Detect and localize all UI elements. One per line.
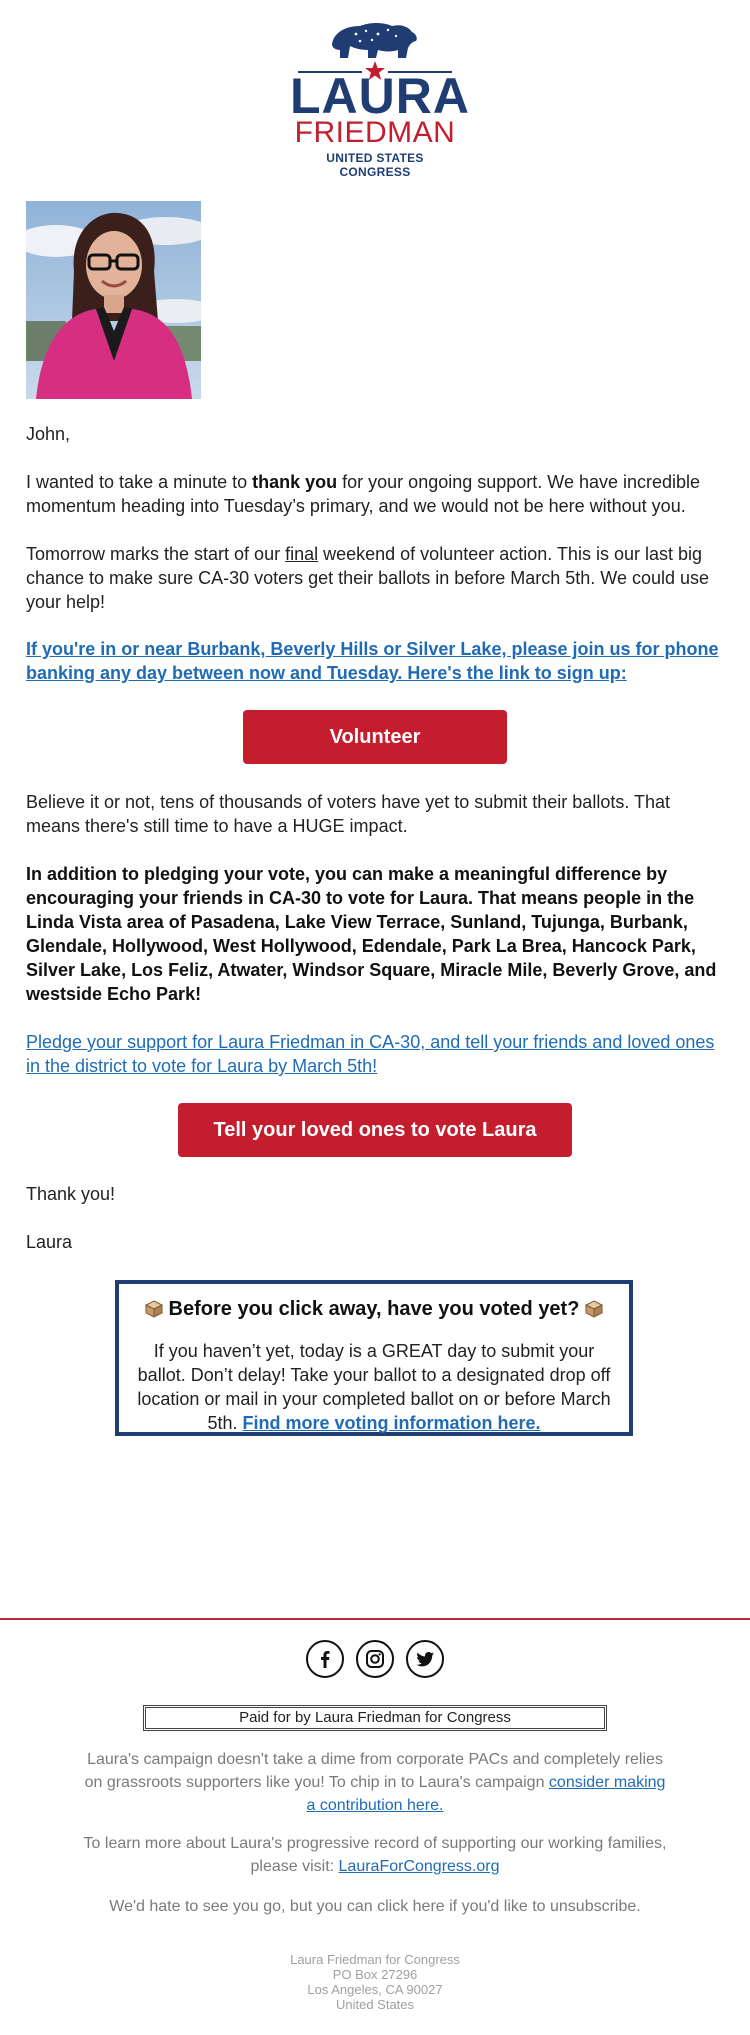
twitter-link[interactable] [406, 1640, 444, 1678]
pledge-support-link[interactable]: Pledge your support for Laura Friedman in CA-30, and tell your friends and loved ones in the district to vote for Laura by March 5th! [26, 1032, 715, 1076]
logo-last-name: FRIEDMAN [294, 116, 456, 149]
logo-first-name: LAURA [290, 68, 470, 124]
p1-text-start: I wanted to take a minute to [26, 472, 253, 492]
twitter-icon [415, 1649, 435, 1669]
voting-info-link[interactable]: Find more voting information here. [242, 1413, 541, 1433]
facebook-icon [315, 1649, 335, 1669]
voted-yet-box [115, 1280, 633, 1436]
campaign-logo [290, 14, 470, 179]
volunteer-button[interactable]: Volunteer [243, 710, 507, 764]
p2-text-start: Tomorrow marks the start of our [26, 544, 286, 564]
paragraph-voters: Believe it or not, tens of thousands of voters have yet to submit their ballots. That means there's still time to have a HUGE impact. [26, 792, 671, 836]
footer-divider [0, 1618, 750, 1620]
p1-text-end: for your ongoing support. We have incredible momentum heading into Tuesday’s primary, and we would not be here without you. [26, 472, 701, 516]
address-city: Los Angeles, CA 90027 [307, 1982, 443, 1997]
footer-pac-text [80, 1748, 670, 1817]
facebook-link[interactable] [306, 1640, 344, 1678]
closing-thanks: Thank you! [26, 1184, 116, 1204]
greeting: John, [26, 424, 71, 444]
paragraph-final-weekend [26, 542, 724, 614]
voted-yet-body [129, 1339, 619, 1435]
instagram-link[interactable] [356, 1640, 394, 1678]
volunteer-signup-link[interactable]: If you're in or near Burbank, Beverly Hills or Silver Lake, please join us for phone banking any day between now and Tuesday. Here's the link to sign up: [26, 639, 719, 683]
tell-loved-ones-button[interactable]: Tell your loved ones to vote Laura [178, 1103, 572, 1157]
address-country: United States [335, 1997, 415, 2012]
unsubscribe-link[interactable]: We'd hate to see you go, but you can click here if you'd like to unsubscribe. [109, 1898, 641, 1915]
candidate-portrait [26, 201, 201, 399]
signature: Laura [26, 1232, 73, 1252]
address-org: Laura Friedman for Congress [290, 1952, 460, 1967]
logo-subtitle: UNITED STATES CONGRESS [326, 151, 424, 179]
p1-bold-thanks: thank you [252, 472, 338, 492]
voted-yet-title [119, 1296, 629, 1322]
paragraph-thanks [26, 470, 724, 518]
instagram-icon [365, 1649, 385, 1669]
address-po-box: PO Box 27296 [332, 1967, 418, 1982]
bear-icon [326, 14, 422, 64]
paid-for-disclaimer: Paid for by Laura Friedman for Congress [143, 1705, 607, 1731]
p2-text-end: weekend of volunteer action. This is our last big chance to make sure CA-30 voters get their ballots in before March 5th. We could use your help! [26, 544, 710, 612]
footer-pac-text-body: Laura's campaign doesn't take a dime from corporate PACs and completely relies on grassroots supporters like you! To chip in to Laura's campaign [84, 1751, 663, 1791]
footer-record-text-body: To learn more about Laura's progressive record of supporting our working families, please visit: [83, 1835, 667, 1875]
contribution-link[interactable]: consider making a contribution here. [306, 1774, 666, 1814]
footer-record-text [80, 1832, 670, 1878]
ballot-box-icon [145, 1300, 163, 1318]
ballot-box-icon [585, 1300, 603, 1318]
paragraph-neighborhoods: In addition to pledging your vote, you can make a meaningful difference by encouraging your friends in CA-30 to vote for Laura. That means people in the Linda Vista area of Pasadena, Lake View Terrace, Sunland, Tujunga, Burbank, Glendale, Hollywood, West Hollywood, Edendale, Park La Brea, Hancock Park, Silver Lake, Los Feliz, Atwater, Windsor Square, Miracle Mile, Beverly Grove, and westside Echo Park! [26, 864, 717, 1004]
p2-underline-final: final [285, 544, 319, 564]
voted-yet-title-text: Before you click away, have you voted yet? [168, 1298, 580, 1320]
website-link[interactable]: LauraForCongress.org [338, 1858, 500, 1875]
voted-yet-body-text: If you haven’t yet, today is a GREAT day to submit your ballot. Don’t delay! Take your ballot to a designated drop off location or mail in your completed ballot on or before March 5th. [137, 1341, 611, 1433]
